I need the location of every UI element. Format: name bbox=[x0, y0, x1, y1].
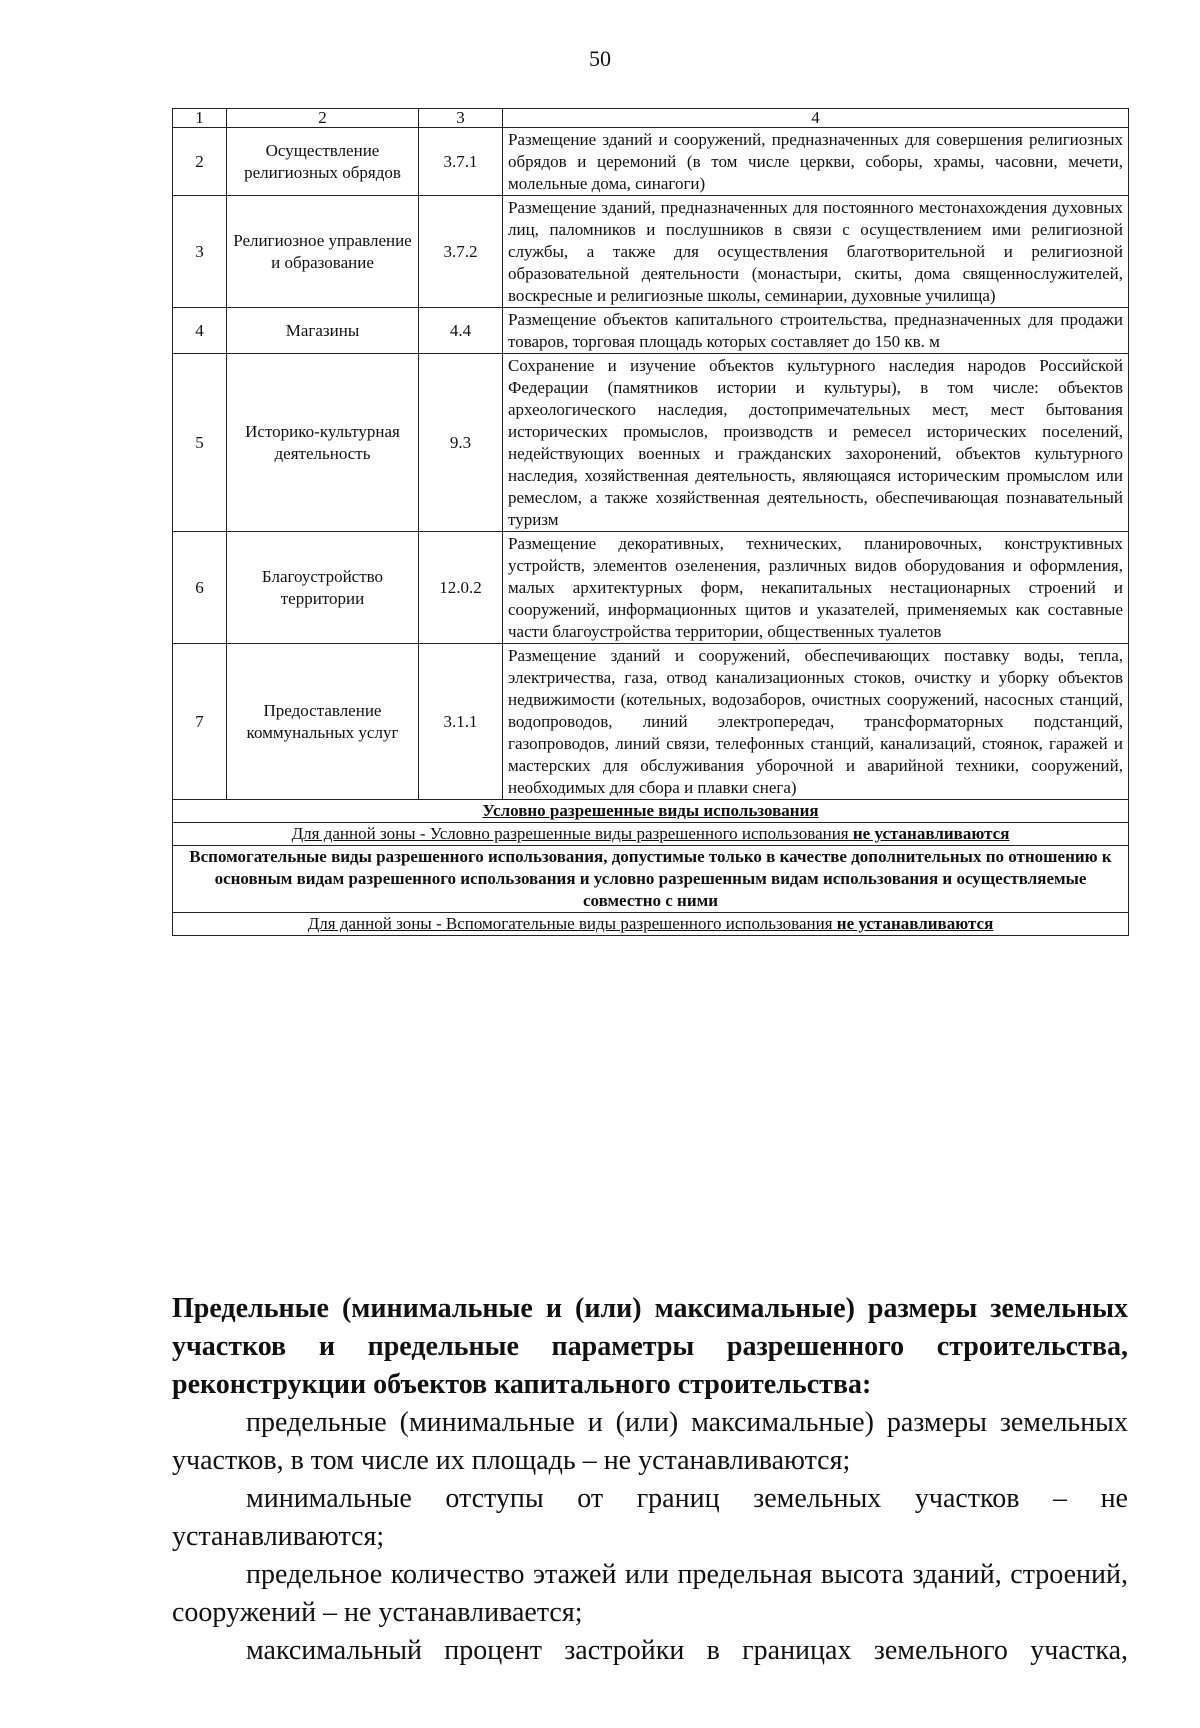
use-code-cell: 3.7.1 bbox=[419, 128, 503, 196]
table-row bbox=[173, 354, 1129, 532]
use-name-cell: Магазины bbox=[227, 308, 419, 354]
conditional-note-row-cell bbox=[173, 823, 1129, 846]
header-cell: 1 bbox=[173, 109, 227, 128]
header-cell: 4 bbox=[503, 109, 1129, 128]
table-row bbox=[173, 196, 1129, 308]
limits-paragraph: минимальные отступы от границ земельных участков – не устанавливаются; bbox=[172, 1483, 1128, 1552]
use-description-cell: Размещение зданий, предназначенных для постоянного местонахождения духовных лиц, паломников и послушников в связи с осуществлением ими религиозной службы, а также для осуществления благотворительной и религиозной образовательной деятельности (монастыри, скиты, дома священнослужителей, воскресные и религиозные школы, семинарии, духовные училища) bbox=[503, 196, 1129, 308]
row-number-cell: 3 bbox=[173, 196, 227, 308]
row-number-cell: 4 bbox=[173, 308, 227, 354]
auxiliary-title-row bbox=[173, 846, 1129, 913]
header-cell: 2 bbox=[227, 109, 419, 128]
conditional-title: Условно разрешенные виды использования bbox=[482, 801, 819, 820]
limits-section bbox=[172, 1290, 1128, 1670]
conditional-note: Для данной зоны - Условно разрешенные виды разрешенного использования bbox=[291, 824, 853, 843]
table-row bbox=[173, 532, 1129, 644]
page-number: 50 bbox=[589, 46, 611, 71]
use-name-cell: Благоустройство территории bbox=[227, 532, 419, 644]
use-code-cell: 9.3 bbox=[419, 354, 503, 532]
conditional-title-row bbox=[173, 800, 1129, 823]
table-header-row bbox=[173, 109, 1129, 128]
use-code-cell: 4.4 bbox=[419, 308, 503, 354]
use-name-cell: Историко-культурная деятельность bbox=[227, 354, 419, 532]
use-description-cell: Размещение объектов капитального строительства, предназначенных для продажи товаров, торговая площадь которых составляет до 150 кв. м bbox=[503, 308, 1129, 354]
limits-paragraph: максимальный процент застройки в границах земельного участка, bbox=[246, 1635, 1128, 1666]
auxiliary-title-row-cell bbox=[173, 846, 1129, 913]
row-number-cell: 6 bbox=[173, 532, 227, 644]
limits-heading: Предельные (минимальные и (или) максимальные) размеры земельных участков и предельные параметры разрешенного строительства, реконструкции объектов капитального строительства: bbox=[172, 1293, 1128, 1400]
limits-paragraph: предельное количество этажей или предельная высота зданий, строений, сооружений – не устанавливается; bbox=[172, 1559, 1128, 1628]
limits-paragraph: предельные (минимальные и (или) максимальные) размеры земельных участков, в том числе их площадь – не устанавливаются; bbox=[172, 1407, 1128, 1476]
auxiliary-note: Для данной зоны - Вспомогательные виды разрешенного использования bbox=[307, 914, 837, 933]
use-name-cell: Предоставление коммунальных услуг bbox=[227, 644, 419, 800]
use-description-cell: Размещение зданий и сооружений, предназначенных для совершения религиозных обрядов и церемоний (в том числе церкви, соборы, храмы, часовни, мечети, молельные дома, синагоги) bbox=[503, 128, 1129, 196]
table-row bbox=[173, 644, 1129, 800]
use-description-cell: Размещение зданий и сооружений, обеспечивающих поставку воды, тепла, электричества, газа, отвод канализационных стоков, очистку и уборку объектов недвижимости (котельных, водозаборов, очистных сооружений, насосных станций, водопроводов, линий электропередач, трансформаторных подстанций, газопроводов, линий связи, телефонных станций, канализаций, стоянок, гаражей и мастерских для обслуживания уборочной и аварийной техники, сооружений, необходимых для сбора и плавки снега) bbox=[503, 644, 1129, 800]
table-row bbox=[173, 128, 1129, 196]
use-description-cell: Размещение декоративных, технических, планировочных, конструктивных устройств, элементов озеленения, различных видов оборудования и оформления, малых архитектурных форм, некапитальных нестационарных строений и сооружений, информационных щитов и указателей, применяемых как составные части благоустройства территории, общественных туалетов bbox=[503, 532, 1129, 644]
use-code-cell: 12.0.2 bbox=[419, 532, 503, 644]
auxiliary-note-row bbox=[173, 913, 1129, 936]
auxiliary-title: Вспомогательные виды разрешенного использования, допустимые только в качестве дополнительных по отношению к основным видам разрешенного использования и условно разрешенным видам использования и осуществляемые совместно с ними bbox=[189, 847, 1112, 910]
use-name-cell: Осуществление религиозных обрядов bbox=[227, 128, 419, 196]
conditional-note-emphasis: не устанавливаются bbox=[852, 824, 1010, 843]
row-number-cell: 5 bbox=[173, 354, 227, 532]
auxiliary-note-emphasis: не устанавливаются bbox=[836, 914, 994, 933]
header-cell: 3 bbox=[419, 109, 503, 128]
permitted-use-table bbox=[172, 108, 1129, 936]
conditional-title-row-cell bbox=[173, 800, 1129, 823]
auxiliary-note-row-cell bbox=[173, 913, 1129, 936]
row-number-cell: 2 bbox=[173, 128, 227, 196]
use-description-cell: Сохранение и изучение объектов культурного наследия народов Российской Федерации (памятников истории и культуры), в том числе: объектов археологического наследия, достопримечательных мест, мест бытования исторических промыслов, производств и ремесел исторических поселений, недействующих военных и гражданских захоронений, объектов культурного наследия, хозяйственная деятельность, являющаяся историческим промыслом или ремеслом, а также хозяйственная деятельность, обеспечивающая познавательный туризм bbox=[503, 354, 1129, 532]
row-number-cell: 7 bbox=[173, 644, 227, 800]
conditional-note-row bbox=[173, 823, 1129, 846]
table-row bbox=[173, 308, 1129, 354]
use-code-cell: 3.7.2 bbox=[419, 196, 503, 308]
use-name-cell: Религиозное управление и образование bbox=[227, 196, 419, 308]
use-code-cell: 3.1.1 bbox=[419, 644, 503, 800]
